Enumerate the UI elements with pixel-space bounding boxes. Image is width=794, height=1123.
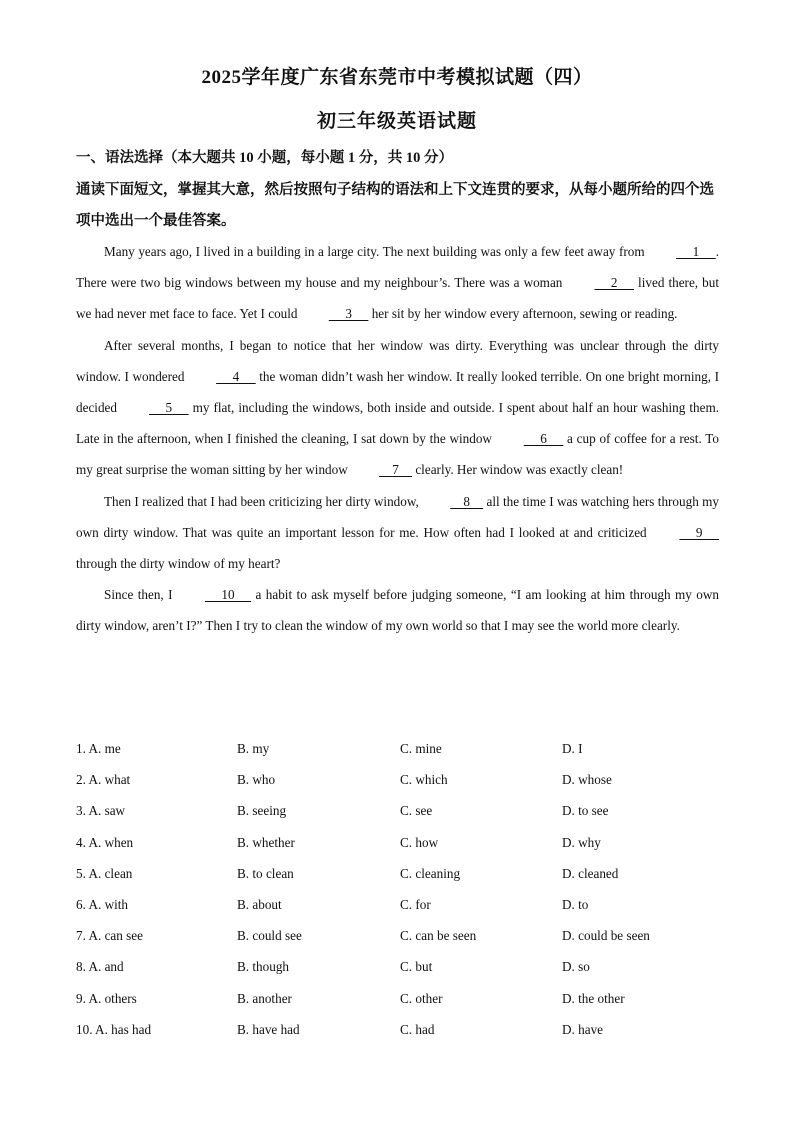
option-a: 9. A. others — [76, 990, 137, 1006]
option-b: B. to clean — [237, 865, 294, 881]
exam-subtitle: 初三年级英语试题 — [316, 111, 477, 132]
passage-text: my flat, including the windows, both inside and outside. I spent about half an hour washing them. Late in the afternoon, when I finished the cleaning, I sat down by the window — [76, 400, 719, 447]
passage-paragraph-3 — [76, 486, 719, 580]
option-a: 3. A. saw — [76, 803, 126, 819]
option-c: C. had — [400, 1021, 435, 1037]
blank-7: 7 — [379, 462, 413, 478]
option-row-5 — [76, 858, 721, 889]
option-c: C. other — [400, 990, 443, 1006]
option-row-2 — [76, 764, 721, 795]
option-c: C. cleaning — [400, 865, 461, 881]
option-a: 5. A. clean — [76, 865, 133, 881]
option-d: D. whose — [562, 772, 612, 788]
option-c: C. how — [400, 834, 439, 850]
passage-text: Since then, I — [104, 587, 177, 603]
option-d: D. could be seen — [562, 928, 650, 944]
option-a: 1. A. me — [76, 741, 121, 756]
option-a: 8. A. and — [76, 959, 124, 975]
answer-options — [76, 733, 721, 1045]
passage-text: a habit to ask myself before judging someone, “I am looking at him through my own dirty window, aren’t I?” Then I try to clean the window of my own world so that I may see the world more clearly. — [76, 587, 719, 634]
exam-title: 2025学年度广东省东莞市中考模拟试题（四） — [201, 67, 593, 88]
blank-6: 6 — [523, 431, 564, 447]
passage-text: lived there, but we had never met face to face. Yet I could — [76, 275, 719, 322]
option-c: C. for — [400, 896, 431, 912]
option-c: C. can be seen — [400, 928, 477, 944]
option-d: D. cleaned — [562, 865, 619, 881]
option-c: C. but — [400, 959, 433, 975]
option-b: B. my — [237, 741, 270, 756]
option-row-6 — [76, 889, 721, 920]
blank-5: 5 — [149, 400, 189, 416]
option-d: D. I — [562, 741, 583, 756]
option-row-9 — [76, 983, 721, 1014]
option-a: 6. A. with — [76, 896, 129, 912]
option-row-7 — [76, 920, 721, 951]
option-b: B. could see — [237, 928, 302, 944]
blank-1: 1 — [676, 244, 716, 259]
blank-10: 10 — [204, 587, 252, 603]
option-c: C. see — [400, 803, 433, 819]
passage-text: Then I realized that I had been criticizing her dirty window, — [104, 493, 423, 509]
option-row-1 — [76, 733, 721, 764]
blank-2: 2 — [594, 275, 634, 291]
option-b: B. seeing — [237, 803, 287, 819]
passage-text: the woman didn’t wash her window. It really looked terrible. On one bright morning, I decided — [76, 368, 719, 416]
option-d: D. why — [562, 834, 601, 850]
passage-paragraph-1 — [76, 236, 719, 330]
blank-3: 3 — [328, 306, 369, 322]
option-row-8 — [76, 951, 721, 982]
option-d: D. have — [562, 1021, 604, 1037]
option-b: B. about — [237, 896, 282, 912]
option-b: B. who — [237, 772, 276, 788]
passage-paragraph-4 — [76, 579, 719, 641]
reading-passage — [76, 236, 719, 642]
option-row-4 — [76, 827, 721, 858]
option-a: 4. A. when — [76, 834, 134, 850]
blank-8: 8 — [450, 493, 484, 509]
option-c: C. mine — [400, 741, 442, 756]
blank-9: 9 — [679, 524, 719, 540]
option-row-10 — [76, 1014, 721, 1045]
option-b: B. though — [237, 959, 290, 975]
passage-text: . There were two big windows between my house and my neighbour’s. There was a woman — [76, 244, 719, 291]
blank-4: 4 — [216, 368, 256, 384]
option-row-3 — [76, 795, 721, 826]
passage-text: clearly. Her window was exactly clean! — [412, 462, 624, 478]
section-heading: 一、语法选择（本大题共 10 小题，每小题 1 分，共 10 分） — [76, 150, 453, 166]
option-a: 2. A. what — [76, 772, 131, 788]
passage-text: a cup of coffee for a rest. To my great surprise the woman sitting by her window — [76, 431, 719, 478]
option-d: D. so — [562, 959, 590, 975]
option-d: D. to see — [562, 803, 609, 819]
passage-text: her sit by her window every afternoon, sewing or reading. — [368, 306, 678, 322]
option-b: B. have had — [237, 1021, 300, 1037]
passage-text: Many years ago, I lived in a building in a large city. The next building was only a few feet away from — [104, 244, 649, 259]
passage-text: all the time I was watching hers through my own dirty window. That was quite an important lesson for me. How often had I looked at and criticized — [76, 493, 719, 540]
option-c: C. which — [400, 772, 448, 788]
option-d: D. to — [562, 896, 589, 912]
option-a: 10. A. has had — [76, 1021, 152, 1037]
passage-paragraph-2 — [76, 330, 719, 486]
option-b: B. whether — [237, 834, 295, 850]
option-b: B. another — [237, 990, 292, 1006]
option-d: D. the other — [562, 990, 625, 1006]
option-a: 7. A. can see — [76, 928, 144, 944]
passage-text: through the dirty window of my heart? — [76, 556, 281, 572]
passage-text: After several months, I began to notice that her window was dirty. Everything was unclear through the dirty window. I wondered — [76, 337, 719, 384]
section-instructions: 通读下面短文，掌握其大意，然后按照句子结构的语法和上下文连贯的要求，从每小题所给的四个选项中选出一个最佳答案。 — [76, 182, 714, 229]
